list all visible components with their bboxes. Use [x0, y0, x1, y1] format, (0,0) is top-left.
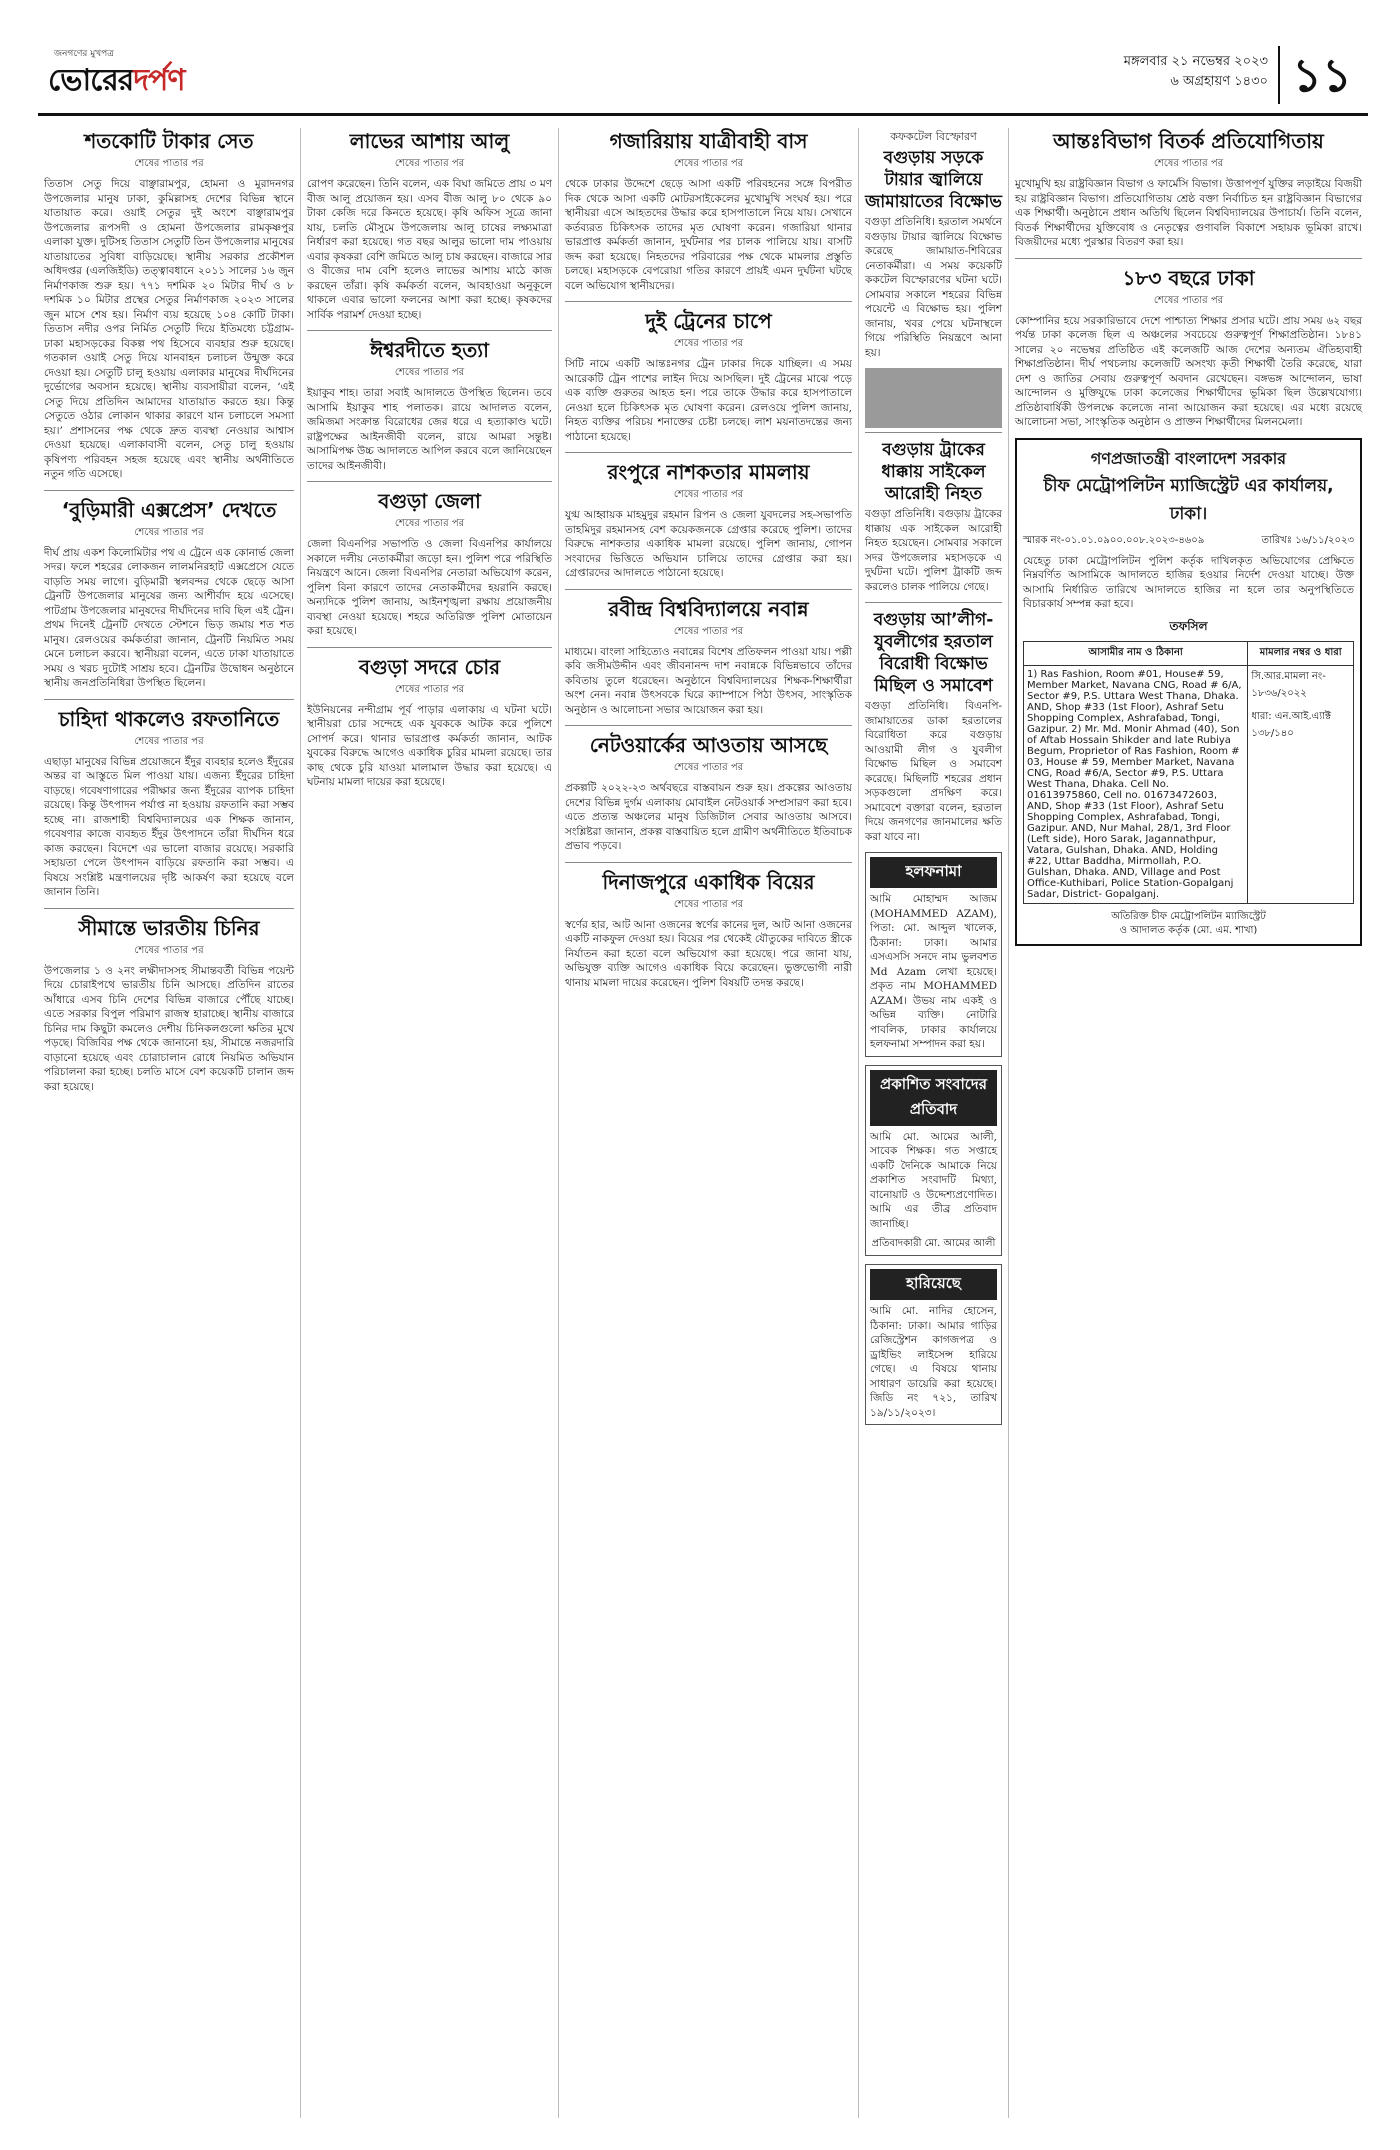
article: [44, 915, 294, 1095]
divider: [44, 490, 294, 491]
date-bangla: ৬ অগ্রহায়ণ ১৪৩০: [1170, 74, 1268, 89]
article: [44, 497, 294, 691]
case-section: ধারা: এন.আই.এ্যাক্ট ১৩৮/১৪০: [1251, 710, 1332, 739]
divider: [865, 602, 1002, 603]
article-headline: বগুড়া সদরে চোর: [358, 654, 501, 679]
article: [1015, 265, 1362, 430]
accused-details: 1) Ras Fashion, Room #01, House# 59, Member Market, Navana CNG, Road # 6/A, Sector #9, P.S. Uttara West Thana, Dhaka. AND, Shop #33 (1st Floor), Ashraf Setu Shopping Complex, Ashrafabad, Tongi, Gazipur. 2) Mr. Md. Monir Ahmad (40), Son of Aftab Hossain Shikder and late Rubiya Begum, Proprietor of Ras Fashion, Room # 03, House # 59, Member Market, Navana CNG, Road #6/A, Sector #9, P.S. Uttara West Thana, Dhaka. Cell No. 01613975860, Cell no. 01673472603, AND, Shop #33 (1st Floor), Ashraf Setu Shopping Complex, Ashrafabad, Tongi, Gazipur. AND, Nur Mahal, 28/1, 3rd Floor (Left side), Horo Sarak, Jagannathpur, Vatara, Gulshan, Dhaka. AND, Holding #22, Uttar Baddha, Mirmollah, P.O. Gulshan, Dhaka. AND, Village and Post Office-Kuthibari, Police Station-Gopalganj Sadar, District- Gopalganj.: [1024, 665, 1248, 903]
article-kicker: কফকটেল বিস্ফোরণ: [890, 130, 977, 143]
continuation-label: শেষের পাতার পর: [673, 489, 744, 500]
article-body: বগুড়া প্রতিনিধি। বগুড়ায় ট্রাকের ধাক্কায় এক সাইকেল আরোহী নিহত হয়েছেন। সোমবার সকালে সদর উপজেলার মহাসড়কে এ দুর্ঘটনা ঘটে। পুলিশ ট্রাকটি জব্দ করলেও চালক পালিয়ে গেছে।: [865, 508, 1002, 593]
article-headline: ১৮৩ বছরে ঢাকা: [1122, 265, 1255, 290]
newspaper-page: [38, 44, 1368, 2119]
article-headline: বগুড়ায় আ’লীগ-যুবলীগের হরতাল বিরোধী বিক্ষোভ মিছিল ও সমাবেশ: [873, 610, 994, 696]
schedule-title: তফসিল: [1169, 618, 1208, 633]
article-headline: চাহিদা থাকলেও রফতানিতে: [58, 706, 280, 731]
issue-date: [1124, 52, 1268, 92]
notice-government: গণপ্রজাতন্ত্রী বাংলাদেশ সরকার: [1090, 448, 1287, 468]
column-2: [300, 128, 558, 2118]
signatory-title: অতিরিক্ত চীফ মেট্রোপলিটন ম্যাজিস্ট্রেট: [1111, 910, 1266, 922]
article-body: প্রকল্পটি ২০২২-২৩ অর্থবছরে বাস্তবায়ন শুরু হয়। প্রকল্পের আওতায় দেশের বিভিন্ন দুর্গম এলাকায় মোবাইল নেটওয়ার্ক সম্প্রসারণ করা হবে। এতে প্রত্যন্ত অঞ্চলের মানুষ ডিজিটাল সেবার আওতায় আসবে। সংশ্লিষ্টরা জানান, প্রকল্প বাস্তবায়িত হলে গ্রামীণ অর্থনীতিতে ইতিবাচক প্রভাব পড়বে।: [565, 782, 852, 852]
column-5: [1008, 128, 1368, 2118]
article-headline: দিনাজপুরে একাধিক বিয়ের: [602, 869, 815, 894]
masthead: [38, 44, 1368, 116]
notice-intro: যেহেতু ঢাকা মেট্রোপলিটন পুলিশ কর্তৃক দাখিলকৃত অভিযোগের প্রেক্ষিতে নিম্নবর্ণিত আসামিকে আদালতে হাজির হওয়ার নির্দেশ দেওয়া যাচ্ছে। উক্ত আসামি নির্ধারিত তারিখে আদালতে হাজির না হলে তার অনুপস্থিতিতে বিচারকার্য সম্পন্ন করা হবে।: [1023, 554, 1354, 610]
continuation-label: শেষের পাতার পর: [1153, 294, 1224, 306]
article: [44, 706, 294, 900]
article-headline: বগুড়ায় ট্রাকের ধাক্কায় সাইকেল আরোহী নিহত: [881, 440, 986, 504]
article: [1015, 128, 1362, 250]
continuation-label: শেষের পাতার পর: [673, 898, 744, 910]
logo-name-part1: ভোরের: [48, 63, 134, 98]
divider: [1015, 258, 1362, 259]
divider: [565, 301, 852, 302]
continuation-label: শেষের পাতার পর: [134, 944, 204, 956]
column-1: [38, 128, 300, 2118]
divider: [865, 432, 1002, 433]
notice-title: হারিয়েছে: [870, 1269, 997, 1300]
article-body: মুখোমুখি হয় রাষ্ট্রবিজ্ঞান বিভাগ ও ফার্মেসি বিভাগ। উত্তাপপূর্ণ যুক্তির লড়াইয়ে বিজয়ী হয় রাষ্ট্রবিজ্ঞান বিভাগ। প্রতিযোগিতায় শ্রেষ্ঠ বক্তা নির্বাচিত হন রাষ্ট্রবিজ্ঞান বিভাগের এক শিক্ষার্থী। অনুষ্ঠানে প্রধান অতিথি ছিলেন বিশ্ববিদ্যালয়ের উপাচার্য। তিনি বলেন, বিতর্ক শিক্ষার্থীদের যুক্তিবোধ ও নেতৃত্বের গুণাবলি বিকাশে সহায়ক ভূমিকা রাখে। বিজয়ীদের মধ্যে পুরস্কার বিতরণ করা হয়।: [1015, 178, 1362, 248]
article: [565, 459, 852, 581]
article-headline: বগুড়া জেলা: [378, 489, 481, 513]
continuation-label: শেষের পাতার পর: [673, 158, 744, 169]
article-headline: আন্তঃবিভাগ বিতর্ক প্রতিযোগিতায়: [1053, 129, 1324, 153]
continuation-label: শেষের পাতার পর: [394, 367, 465, 378]
article-headline: রংপুরে নাশকতার মামলায়: [607, 460, 810, 484]
notice-signature: [1023, 910, 1354, 938]
article-body: ইউনিয়নের নন্দীগ্রাম পূর্ব পাড়ার এলাকায় এ ঘটনা ঘটে। স্থানীয়রা চোর সন্দেহে এক যুবককে আটক করে পুলিশে সোপর্দ করে। থানার ভারপ্রাপ্ত কর্মকর্তা জানান, আটক যুবকের বিরুদ্ধে আগেও একাধিক চুরির মামলা রয়েছে। তার কাছ থেকে চুরি যাওয়া মালামাল উদ্ধার করা হয়েছে। এ ঘটনায় মামলা দায়ের করা হয়েছে।: [307, 703, 552, 788]
logo-name-part2: দর্পণ: [133, 63, 185, 98]
article-body: জেলা বিএনপির সভাপতি ও জেলা বিএনপির কার্যালয়ে সকালে দলীয় নেতাকর্মীরা জড়ো হন। পুলিশ পরে পরিস্থিতি নিয়ন্ত্রণে আনে। জেলা বিএনপির নেতারা অভিযোগ করেন, পুলিশ বিনা কারণে তাদের নেতাকর্মীদের হয়রানি করছে। অন্যদিকে পুলিশ জানায়, আইনশৃঙ্খলা রক্ষায় প্রয়োজনীয় ব্যবস্থা নেওয়া হয়েছে। শহরে অতিরিক্ত পুলিশ মোতায়েন করা হয়েছে।: [307, 538, 552, 637]
article-body: কোম্পানির হয়ে সরকারিভাবে দেশে পাশ্চাত্য শিক্ষার প্রসার ঘটে। প্রায় সময় ৬২ বছর পর্যন্ত ঢাকা কলেজ ছিল এ অঞ্চলের সবচেয়ে গুরুত্বপূর্ণ শিক্ষাপ্রতিষ্ঠান। ১৮৪১ সালের ২০ নভেম্বর প্রতিষ্ঠিত এই কলেজটি আজ দেশের অন্যতম ঐতিহ্যবাহী শিক্ষাপ্রতিষ্ঠান। দীর্ঘ পথচলায় কলেজটি অসংখ্য কৃতী শিক্ষার্থী তৈরি করেছে, যারা দেশ ও জাতির সেবায় গুরুত্বপূর্ণ অবদান রেখেছেন। বঙ্গভঙ্গ আন্দোলন, ভাষা আন্দোলন ও মুক্তিযুদ্ধে ঢাকা কলেজের শিক্ষার্থীদের ভূমিকা ছিল উল্লেখযোগ্য। প্রতিষ্ঠাবার্ষিকী উপলক্ষে কলেজে নানা আয়োজন করা হয়েছে। এর মধ্যে রয়েছে আলোচনা সভা, সাংস্কৃতিক অনুষ্ঠান ও প্রাক্তন শিক্ষার্থীদের মিলনমেলা।: [1015, 314, 1362, 428]
article-body: উপজেলার ১ ও ২নং লক্ষীদাসসহ সীমান্তবর্তী বিভিন্ন পয়েন্ট দিয়ে চোরাইপথে ভারতীয় চিনি আসছে। প্রতিদিন রাতের আঁধারে এসব চিনি দেশের বিভিন্ন বাজারে পৌঁছে যাচ্ছে। এতে সরকার বিপুল পরিমাণ রাজস্ব হারাচ্ছে। স্থানীয় বাজারে চিনির দাম কিছুটা কমলেও দেশীয় চিনিকলগুলো ক্ষতির মুখে পড়ছে। বিজিবির পক্ষ থেকে জানানো হয়, সীমান্তে নজরদারি বাড়ানো হয়েছে এবং চোরাচালান রোধে নিয়মিত অভিযান পরিচালনা করা হচ্ছে। চলতি মাসে বেশ কয়েকটি চালান জব্দ করা হয়েছে।: [44, 964, 294, 1093]
divider: [307, 647, 552, 648]
schedule-table: [1023, 641, 1354, 904]
article-headline: লাভের আশায় আলু: [349, 129, 510, 153]
continuation-label: শেষের পাতার পর: [394, 518, 465, 529]
article: [565, 869, 852, 991]
signatory-subtitle: ও আদালত কর্তৃক (মো. এম. শাখা): [1119, 924, 1258, 936]
notice-body: আমি মোহাম্মদ আজম (MOHAMMED AZAM), পিতা: মো. আব্দুল খালেক, ঠিকানা: ঢাকা। আমার এসএসসি সনদে নাম ভুলবশত Md Azam লেখা হয়েছে। প্রকৃত নাম MOHAMMED AZAM। উভয় নাম একই ও অভিন্ন ব্যক্তি। নোটারি পাবলিক, ঢাকার কার্যালয়ে হলফনামা সম্পাদন করা হয়।: [870, 893, 997, 1050]
notice-body: আমি মো. নাদির হোসেন, ঠিকানা: ঢাকা। আমার গাড়ির রেজিস্ট্রেশন কাগজপত্র ও ড্রাইভিং লাইসেন্স হারিয়ে গেছে। এ বিষয়ে থানায় সাধারণ ডায়েরি করা হয়েছে। জিডি নং ৭২১, তারিখ ১৯/১১/২০২৩।: [870, 1305, 997, 1419]
continuation-label: শেষের পাতার পর: [673, 338, 744, 349]
column-3: [558, 128, 858, 2118]
article-body: সিটি নামে একটি আন্তঃনগর ট্রেন ঢাকার দিকে যাচ্ছিল। এ সময় আরেকটি ট্রেন পাশের লাইন দিয়ে আসছিল। দুই ট্রেনের মাঝে পড়ে এক ব্যক্তি গুরুতর আহত হন। পরে তাকে উদ্ধার করে হাসপাতালে নেওয়া হলে চিকিৎসক মৃত ঘোষণা করেন। রেলওয়ে পুলিশ জানায়, নিহত ব্যক্তির পরিচয় শনাক্তের চেষ্টা চলছে। লাশ ময়নাতদন্তের জন্য পাঠানো হয়েছে।: [565, 358, 852, 443]
continuation-label: শেষের পাতার পর: [394, 683, 465, 695]
continuation-label: শেষের পাতার পর: [134, 735, 204, 747]
divider: [44, 699, 294, 700]
article-body: স্বর্ণের হার, আট আনা ওজনের স্বর্ণের কানের দুল, আট আনা ওজনের একটি নাকফুল দেওয়া হয়। বিয়ের পর থেকেই যৌতুকের দাবিতে স্ত্রীকে নির্যাতন করা হতো বলে অভিযোগ করা হয়েছে। পরে জানা যায়, অভিযুক্ত ব্যক্তি আগেও একাধিক বিয়ে করেছেন। ভুক্তভোগী নারী থানায় মামলা দায়ের করেছেন। পুলিশ বিষয়টি তদন্ত করছে।: [565, 918, 852, 989]
article: [44, 128, 294, 482]
divider: [565, 452, 852, 453]
continuation-label: শেষের পাতার পর: [1153, 158, 1224, 169]
logo-tagline: জনগণের মুখপত্র: [54, 49, 114, 59]
article: [865, 439, 1002, 594]
column-header: আসামীর নাম ও ঠিকানা: [1024, 641, 1248, 665]
article-body: বগুড়া প্রতিনিধি। হরতাল সমর্থনে বগুড়ায় টায়ার জ্বালিয়ে বিক্ষোভ করেছে জামায়াত-শিবিরের নেতাকর্মীরা। এ সময় কয়েকটি ককটেল বিস্ফোরণের ঘটনা ঘটে। সোমবার সকালে শহরের বিভিন্ন পয়েন্টে এ বিক্ষোভ হয়। পুলিশ জানায়, খবর পেয়ে ঘটনাস্থলে গিয়ে পরিস্থিতি নিয়ন্ত্রণে আনা হয়।: [865, 216, 1002, 359]
protest-notice: [865, 1065, 1002, 1257]
continuation-label: শেষের পাতার পর: [673, 625, 744, 637]
article-columns: [38, 128, 1368, 2118]
article: [565, 596, 852, 718]
article-body: ইয়াকুব শাহ। তারা সবাই আদালতে উপস্থিত ছিলেন। তবে আসামি ইয়াকুব শাহ পলাতক। রায়ে আদালত বলেন, জমিজমা সংক্রান্ত বিরোধের জের ধরে এ হত্যাকাণ্ড ঘটে। রাষ্ট্রপক্ষের আইনজীবী বলেন, রায়ে আমরা সন্তুষ্ট। আসামিপক্ষ উচ্চ আদালতে আপিল করবে বলে জানিয়েছেন তাদের আইনজীবী।: [307, 387, 552, 472]
date-gregorian: মঙ্গলবার ২১ নভেম্বর ২০২৩: [1123, 54, 1268, 69]
article-headline: দুই ট্রেনের চাপে: [645, 309, 772, 333]
article-body: তিতাস সেতু দিয়ে বাঞ্ছারামপুর, হোমনা ও মুরাদনগর উপজেলার মানুষ ঢাকা, কুমিল্লাসহ দেশের বিভিন্ন স্থানে যাতায়াত করে। ওয়াই সেতুর দুই অংশে বাঞ্ছারামপুর উপজেলার রূপসদী ও হোমনা উপজেলার রামকৃষ্ণপুর এলাকা যুক্ত। দুটিসহ তিতাস সেতুটি তিন উপজেলার মানুষের যাতায়াতের সুবিধা বাড়িয়েছে। স্থানীয় সরকার প্রকৌশল অধিদপ্তর (এলজিইডি) তত্ত্বাবধানে ২০১১ সালের ১৬ জুন নির্মাণকাজ শুরু হয়। ৭৭১ দশমিক ২০ মিটার দীর্ঘ ও ৮ দশমিক ১০ মিটার প্রস্থের সেতুর নির্মাণকাজ ২০২৩ সালের জুন মাসে শেষ হয়। নির্মাণ ব্যয় হয়েছে ১০৪ কোটি টাকা। তিতাস নদীর ওপর নির্মিত সেতুটি দিয়ে ইতিমধ্যে চট্টগ্রাম-ঢাকা মহাসড়কের বিকল্প পথ হিসেবে ব্যবহার শুরু হয়েছে। গতকাল ওয়াই সেতু দিয়ে যানবাহন চলাচল উন্মুক্ত করে দেওয়া হয়। সেতুটি চালু হওয়ায় এলাকার মানুষের দীর্ঘদিনের দুর্ভোগের অবসান হয়েছে। স্থানীয় ব্যবসায়ীরা বলেন, ‘এই সেতু দিয়ে প্রতিদিন আমাদের যাতায়াত করতে হয়। কিন্তু সেতুতে ওঠার লোকান থাকার কারণে যান চলাচলে সমস্যা হয়।’ প্রশাসনের পক্ষ থেকে দ্রুত ব্যবস্থা নেওয়ার আশ্বাস দেওয়া হয়েছে। এলাকাবাসী বলেন, সেতু চালু হওয়ায় কৃষিপণ্য পরিবহন সহজ হয়েছে এবং স্থানীয় অর্থনীতিতে নতুন গতি এসেছে।: [44, 178, 294, 480]
notice-office: চীফ মেট্রোপলিটন ম্যাজিস্ট্রেট এর কার্যালয়, ঢাকা।: [1043, 475, 1334, 524]
continuation-label: শেষের পাতার পর: [134, 158, 204, 169]
article: [865, 609, 1002, 844]
article-body: রোপণ করেছেন। তিনি বলেন, এক বিঘা জমিতে প্রায় ৩ মণ বীজ আলু প্রয়োজন হয়। এসব বীজ আলু ৮০ থেকে ৯০ টাকা কেজি দরে কিনতে হয়েছে। কৃষি অফিস সূত্রে জানা যায়, চলতি মৌসুমে উপজেলায় আলু চাষের লক্ষ্যমাত্রা নির্ধারণ করা হয়েছে। গত বছর আলুর ভালো দাম পাওয়ায় এবার কৃষকরা বেশি জমিতে আলু চাষ করছেন। বাজারে সার ও বীজের দাম বেশি হলেও লাভের আশায় মাঠে কাজ করছেন তাঁরা। কৃষি কর্মকর্তা বলেন, আবহাওয়া অনুকূলে থাকলে এবার ভালো ফলনের আশা করা হচ্ছে। কৃষকদের সার্বিক পরামর্শ দেওয়া হচ্ছে।: [307, 178, 552, 321]
article: [565, 732, 852, 854]
news-photo: [865, 368, 1002, 428]
article-headline: রবীন্দ্র বিশ্ববিদ্যালয়ে নবান্ন: [608, 596, 809, 621]
divider: [307, 481, 552, 482]
article: [307, 654, 552, 790]
case-number: সি.আর.মামলা নং- ১৮৩৬/২০২২: [1251, 670, 1326, 699]
continuation-label: শেষের পাতার পর: [134, 526, 204, 538]
divider: [44, 908, 294, 909]
notice-title: প্রকাশিত সংবাদের প্রতিবাদ: [870, 1070, 997, 1126]
notice-date: তারিখঃ ১৬/১১/২০২৩: [1261, 534, 1354, 546]
divider: [565, 589, 852, 590]
article-body: দীর্ঘ প্রায় একশ কিলোমিটার পথ এ ট্রেনে এক কোনার্ভ জেলা সদর। ফলে শহরের লোকজন লালমনিরহাট এক্সপ্রেসে যেতে বাড়তি সময় লাগে। বুড়িমারী স্থলবন্দর থেকে ছেড়ে আসা ট্রেনটি উপজেলার মানুষের জন্য আশীর্বাদ হয়ে এসেছে। পাটগ্রাম উপজেলার মানুষদের দীর্ঘদিনের দাবি ছিল এই ট্রেন। প্রথম দিনেই ট্রেনটি দেখতে স্টেশনে ভিড় জমায় শত শত মানুষ। রেলওয়ের কর্মকর্তারা জানান, ট্রেনটি নিয়মিত সময় মেনে চলাচল করবে। স্থানীয়রা বলেন, এতে ঢাকা যাতায়াতে সময় ও খরচ দুটোই সাশ্রয় হবে। ট্রেনটির উদ্বোধন অনুষ্ঠানে স্থানীয় জনপ্রতিনিধিরা উপস্থিত ছিলেন।: [44, 546, 294, 689]
article-headline: শতকোটি টাকার সেত: [84, 129, 254, 153]
continuation-label: শেষের পাতার পর: [673, 762, 744, 773]
article-headline: ঈশ্বরদীতে হত্যা: [370, 338, 489, 362]
article: [307, 337, 552, 473]
column-4: [858, 128, 1008, 2118]
article-body: মাধ্যমে। বাংলা সাহিত্যেও নবান্নের বিশেষ প্রতিফলন পাওয়া যায়। পল্লী কবি জসীমউদ্দীন এবং জীবনানন্দ দাশ নবান্নকে বিভিন্নভাবে তাঁদের কবিতায় তুলে ধরেছেন। অনুষ্ঠানে বিশ্ববিদ্যালয়ের শিক্ষক-শিক্ষার্থীরা অংশ নেন। নবান্ন উৎসবকে ঘিরে ক্যাম্পাসে পিঠা উৎসব, সাংস্কৃতিক অনুষ্ঠান ও আলোচনা সভার আয়োজন করা হয়।: [565, 645, 852, 716]
notice-body: আমি মো. আমের আলী, সাবেক শিক্ষক। গত সপ্তাহে একটি দৈনিকে আমাকে নিয়ে প্রকাশিত সংবাদটি মিথ্যা, বানোয়াট ও উদ্দেশ্যপ্রণোদিত। আমি এর তীব্র প্রতিবাদ জানাচ্ছি।: [870, 1130, 997, 1230]
continuation-label: শেষের পাতার পর: [394, 158, 465, 169]
article-body: যুগ্ম আহ্বায়ক মাহমুদুর রহমান রিপন ও জেলা যুবদলের সহ-সভাপতি তাহমিদুর রহমানসহ বেশ কয়েকজনকে গ্রেপ্তার করেছে পুলিশ। তাদের বিরুদ্ধে নাশকতার একাধিক মামলা রয়েছে। পুলিশ জানায়, গোপন সংবাদের ভিত্তিতে অভিযান চালিয়ে তাদের গ্রেপ্তার করা হয়। গ্রেপ্তারদের আদালতে পাঠানো হয়েছে।: [565, 509, 852, 579]
article-headline: গজারিয়ায় যাত্রীবাহী বাস: [609, 129, 808, 153]
article-headline: বগুড়ায় সড়কে টায়ার জ্বালিয়ে জামায়াতের বিক্ষোভ: [865, 148, 1002, 212]
table-header-row: [1024, 641, 1354, 665]
article: [565, 308, 852, 444]
article: [565, 128, 852, 293]
court-notice: [1015, 438, 1362, 946]
article-headline: নেটওয়ার্কের আওতায় আসছে: [589, 733, 828, 757]
article: [307, 488, 552, 639]
article-headline: ‘বুড়িমারী এক্সপ্রেস’ দেখতে: [61, 497, 277, 522]
article-headline: সীমান্তে ভারতীয় চিনির: [78, 915, 260, 940]
article-body: বগুড়া প্রতিনিধি। বিএনপি-জামায়াতের ডাকা হরতালের বিরোধিতা করে বগুড়ায় আওয়ামী লীগ ও যুবলীগ বিক্ষোভ মিছিল ও সমাবেশ করেছে। মিছিলটি শহরের প্রধান সড়কগুলো প্রদক্ষিণ করে। সমাবেশে বক্তারা বলেন, হরতাল দিয়ে জনগণের জানমালের ক্ষতি করা যাবে না।: [865, 700, 1002, 843]
divider: [565, 725, 852, 726]
article-body: থেকে ঢাকার উদ্দেশে ছেড়ে আসা একটি পরিবহনের সঙ্গে বিপরীত দিক থেকে আসা একটি মোটরসাইকেলের মুখোমুখি সংঘর্ষ হয়। পরে স্থানীয়রা এসে আহতদের উদ্ধার করে হাসপাতালে নিয়ে যায়। সেখানে কর্তব্যরত চিকিৎসক তাদের মৃত ঘোষণা করেন। গজারিয়া থানার ভারপ্রাপ্ত কর্মকর্তা জানান, দুর্ঘটনার পর চালক পালিয়ে যায়। বাসটি জব্দ করা হয়েছে। নিহতদের পরিবারের পক্ষ থেকে মামলার প্রস্তুতি চলছে। মহাসড়কে বেপরোয়া গতির কারণে প্রায়ই এমন দুর্ঘটনা ঘটছে বলে অভিযোগ স্থানীয়দের।: [565, 178, 852, 292]
notice-title: হলফনামা: [870, 857, 997, 888]
divider: [307, 330, 552, 331]
column-header: মামলার নম্বর ও ধারা: [1248, 641, 1354, 665]
divider: [565, 862, 852, 863]
newspaper-logo: [48, 46, 258, 104]
lost-notice: [865, 1264, 1002, 1425]
article: [865, 128, 1002, 360]
affidavit-notice: [865, 852, 1002, 1057]
article-body: এছাড়া মানুষের বিভিন্ন প্রয়োজনে ইঁদুর ব্যবহার হলেও ইঁদুরের অন্তর বা আস্তুতে মিল পাওয়া যায়। এজন্য ইঁদুরের চাহিদা বাড়ছে। গবেষণাগারের পরীক্ষার জন্য ইঁদুরের ব্যাপক চাহিদা রয়েছে। কিন্তু উৎপাদন পর্যাপ্ত না হওয়ায় রফতানি করা সম্ভব হচ্ছে না। রাজশাহী বিশ্ববিদ্যালয়ের এক শিক্ষক জানান, গবেষণার কাজে ব্যবহৃত ইঁদুর উৎপাদনে তাঁরা দীর্ঘদিন ধরে কাজ করছেন। বিদেশে এর ভালো বাজার রয়েছে। সরকারি সহায়তা পেলে উৎপাদন বাড়িয়ে রফতানি করা সম্ভব। এ বিষয়ে সংশ্লিষ্ট মন্ত্রণালয়ের দৃষ্টি আকর্ষণ করা হয়েছে বলে জানান তিনি।: [44, 755, 294, 898]
notice-signer: প্রতিবাদকারী মো. আমের আলী: [871, 1238, 996, 1249]
article: [307, 128, 552, 322]
table-row: [1024, 665, 1354, 903]
page-number: ১১: [1278, 46, 1364, 104]
notice-memo: স্মারক নং-০১.০১.০৯০০.০০৮.২০২৩-৪৬০৯: [1023, 534, 1205, 546]
